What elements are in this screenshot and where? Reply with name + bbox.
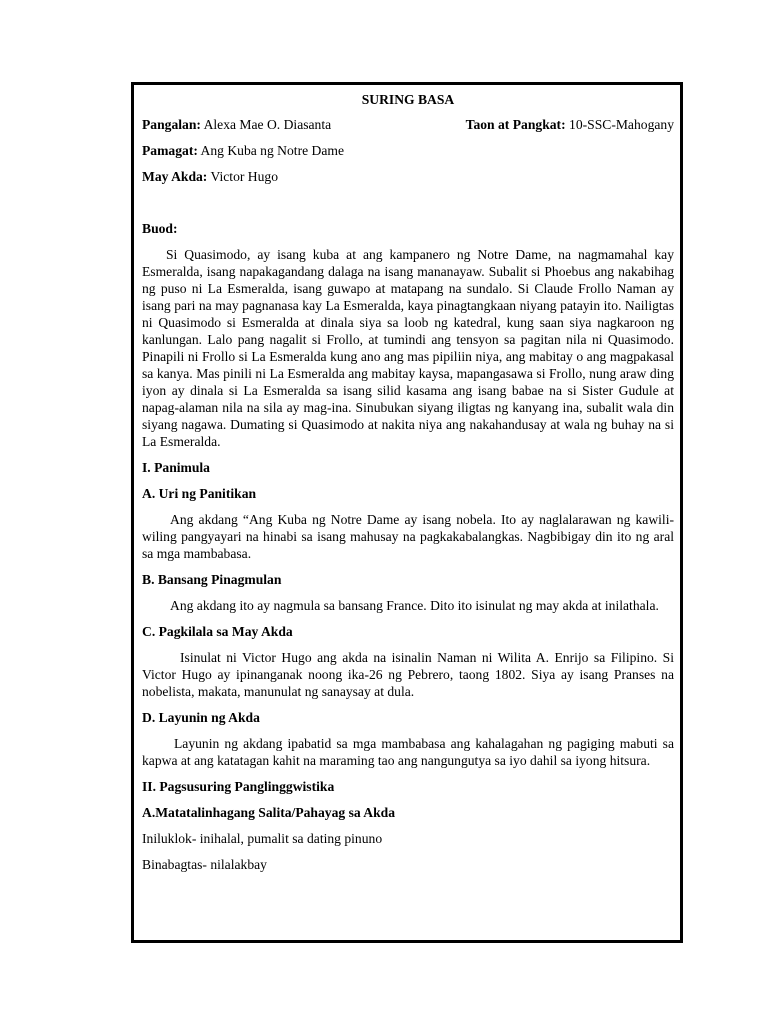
pangalan-label: Pangalan: xyxy=(142,117,201,132)
taon-field xyxy=(466,116,674,133)
document-body xyxy=(142,91,674,882)
uri-heading: A. Uri ng Panitikan xyxy=(142,486,257,501)
layunin-heading: D. Layunin ng Akda xyxy=(142,710,260,725)
matatalinhaga-heading: A.Matatalinhagang Salita/Pahayag sa Akda xyxy=(142,805,396,820)
name-row xyxy=(142,116,674,133)
bansa-paragraph: Ang akdang ito ay nagmula sa bansang France. Dito ito isinulat ng may akda at inilathala. xyxy=(170,598,659,613)
document-frame xyxy=(131,82,683,943)
layunin-paragraph: Layunin ng akdang ipabatid sa mga mambabasa ang kahalagahan ng pagiging mabuti sa kapwa at ang katatagan kahit na maraming tao ang nangungutya sa iyo dahil sa iyong hitsura. xyxy=(142,736,674,768)
matatalinhaga-item: Binabagtas- nilalakbay xyxy=(142,857,267,872)
bansa-heading: B. Bansang Pinagmulan xyxy=(142,572,282,587)
buod-paragraph: Si Quasimodo, ay isang kuba at ang kampanero ng Notre Dame, na nagmamahal kay Esmeralda, isang napakagandang dalaga na isang mananayaw. Subalit si Phoebus ang nakabihag ng puso ni La Esmeralda, isang guwapo at matapang na sundalo. Si Claude Frollo Naman ay isang pari na may pagnanasa kay La Esmeralda, kaya pinagtangkaan niyang patayin ito. Nailigtas ni Quasimodo si Esmeralda at dinala siya sa loob ng katedral, kung saan siya nagkaroon ng kanlungan. Lalo pang nagalit si Frollo, at tumindi ang tensyon sa pagitan nila ni Quasimodo. Pinapili ni Frollo si La Esmeralda kung ano ang mas pipiliin niya, ang mabitay o ang magpakasal sa kanya. Mas pinili ni La Esmeralda ang mabitay kaysa, mapangasawa si Frollo, nung araw ding iyon ay dinala si La Esmeralda sa isang silid kasama ang isang babae na si Sister Gudule at napag-alaman nila na sila ay mag-ina. Sinubukan siyang iligtas ng kanyang ina, subalit wala din siyang nagawa. Dumating si Quasimodo at nakita niya ang nakahandusay at wala ng buhay na si La Esmeralda. xyxy=(142,247,674,449)
taon-value: 10-SSC-Mahogany xyxy=(569,117,674,132)
spacer xyxy=(142,194,674,220)
pamagat-field xyxy=(142,142,674,159)
taon-label: Taon at Pangkat: xyxy=(465,117,566,132)
pagkilala-heading: C. Pagkilala sa May Akda xyxy=(142,624,293,639)
pamagat-value: Ang Kuba ng Notre Dame xyxy=(200,143,344,158)
document-title: SURING BASA xyxy=(361,92,455,107)
pagsusuri-heading: II. Pagsusuring Panglinggwistika xyxy=(142,779,335,794)
uri-paragraph: Ang akdang “Ang Kuba ng Notre Dame ay isang nobela. Ito ay naglalarawan ng kawili-wiling pangyayari na hinabi sa isang mahusay na pagkakabalangkas. Nagbibigay din ito ng aral sa mga mambabasa. xyxy=(142,512,674,561)
pangalan-value: Alexa Mae O. Diasanta xyxy=(203,117,332,132)
buod-heading: Buod: xyxy=(142,221,178,236)
may-akda-label: May Akda: xyxy=(142,169,208,184)
pagkilala-paragraph: Isinulat ni Victor Hugo ang akda na isinalin Naman ni Wilita A. Enrijo sa Filipino. Si Victor Hugo ay ipinanganak noong ika-26 ng Pebrero, taong 1802. Siya ay isang Pranses na nobelista, makata, manunulat ng sanaysay at dula. xyxy=(142,650,674,699)
may-akda-value: Victor Hugo xyxy=(210,169,279,184)
pangalan-field xyxy=(142,116,331,133)
panimula-heading: I. Panimula xyxy=(142,460,210,475)
may-akda-field xyxy=(142,168,674,185)
matatalinhaga-item: Iniluklok- inihalal, pumalit sa dating pinuno xyxy=(142,831,383,846)
pamagat-label: Pamagat: xyxy=(142,143,198,158)
